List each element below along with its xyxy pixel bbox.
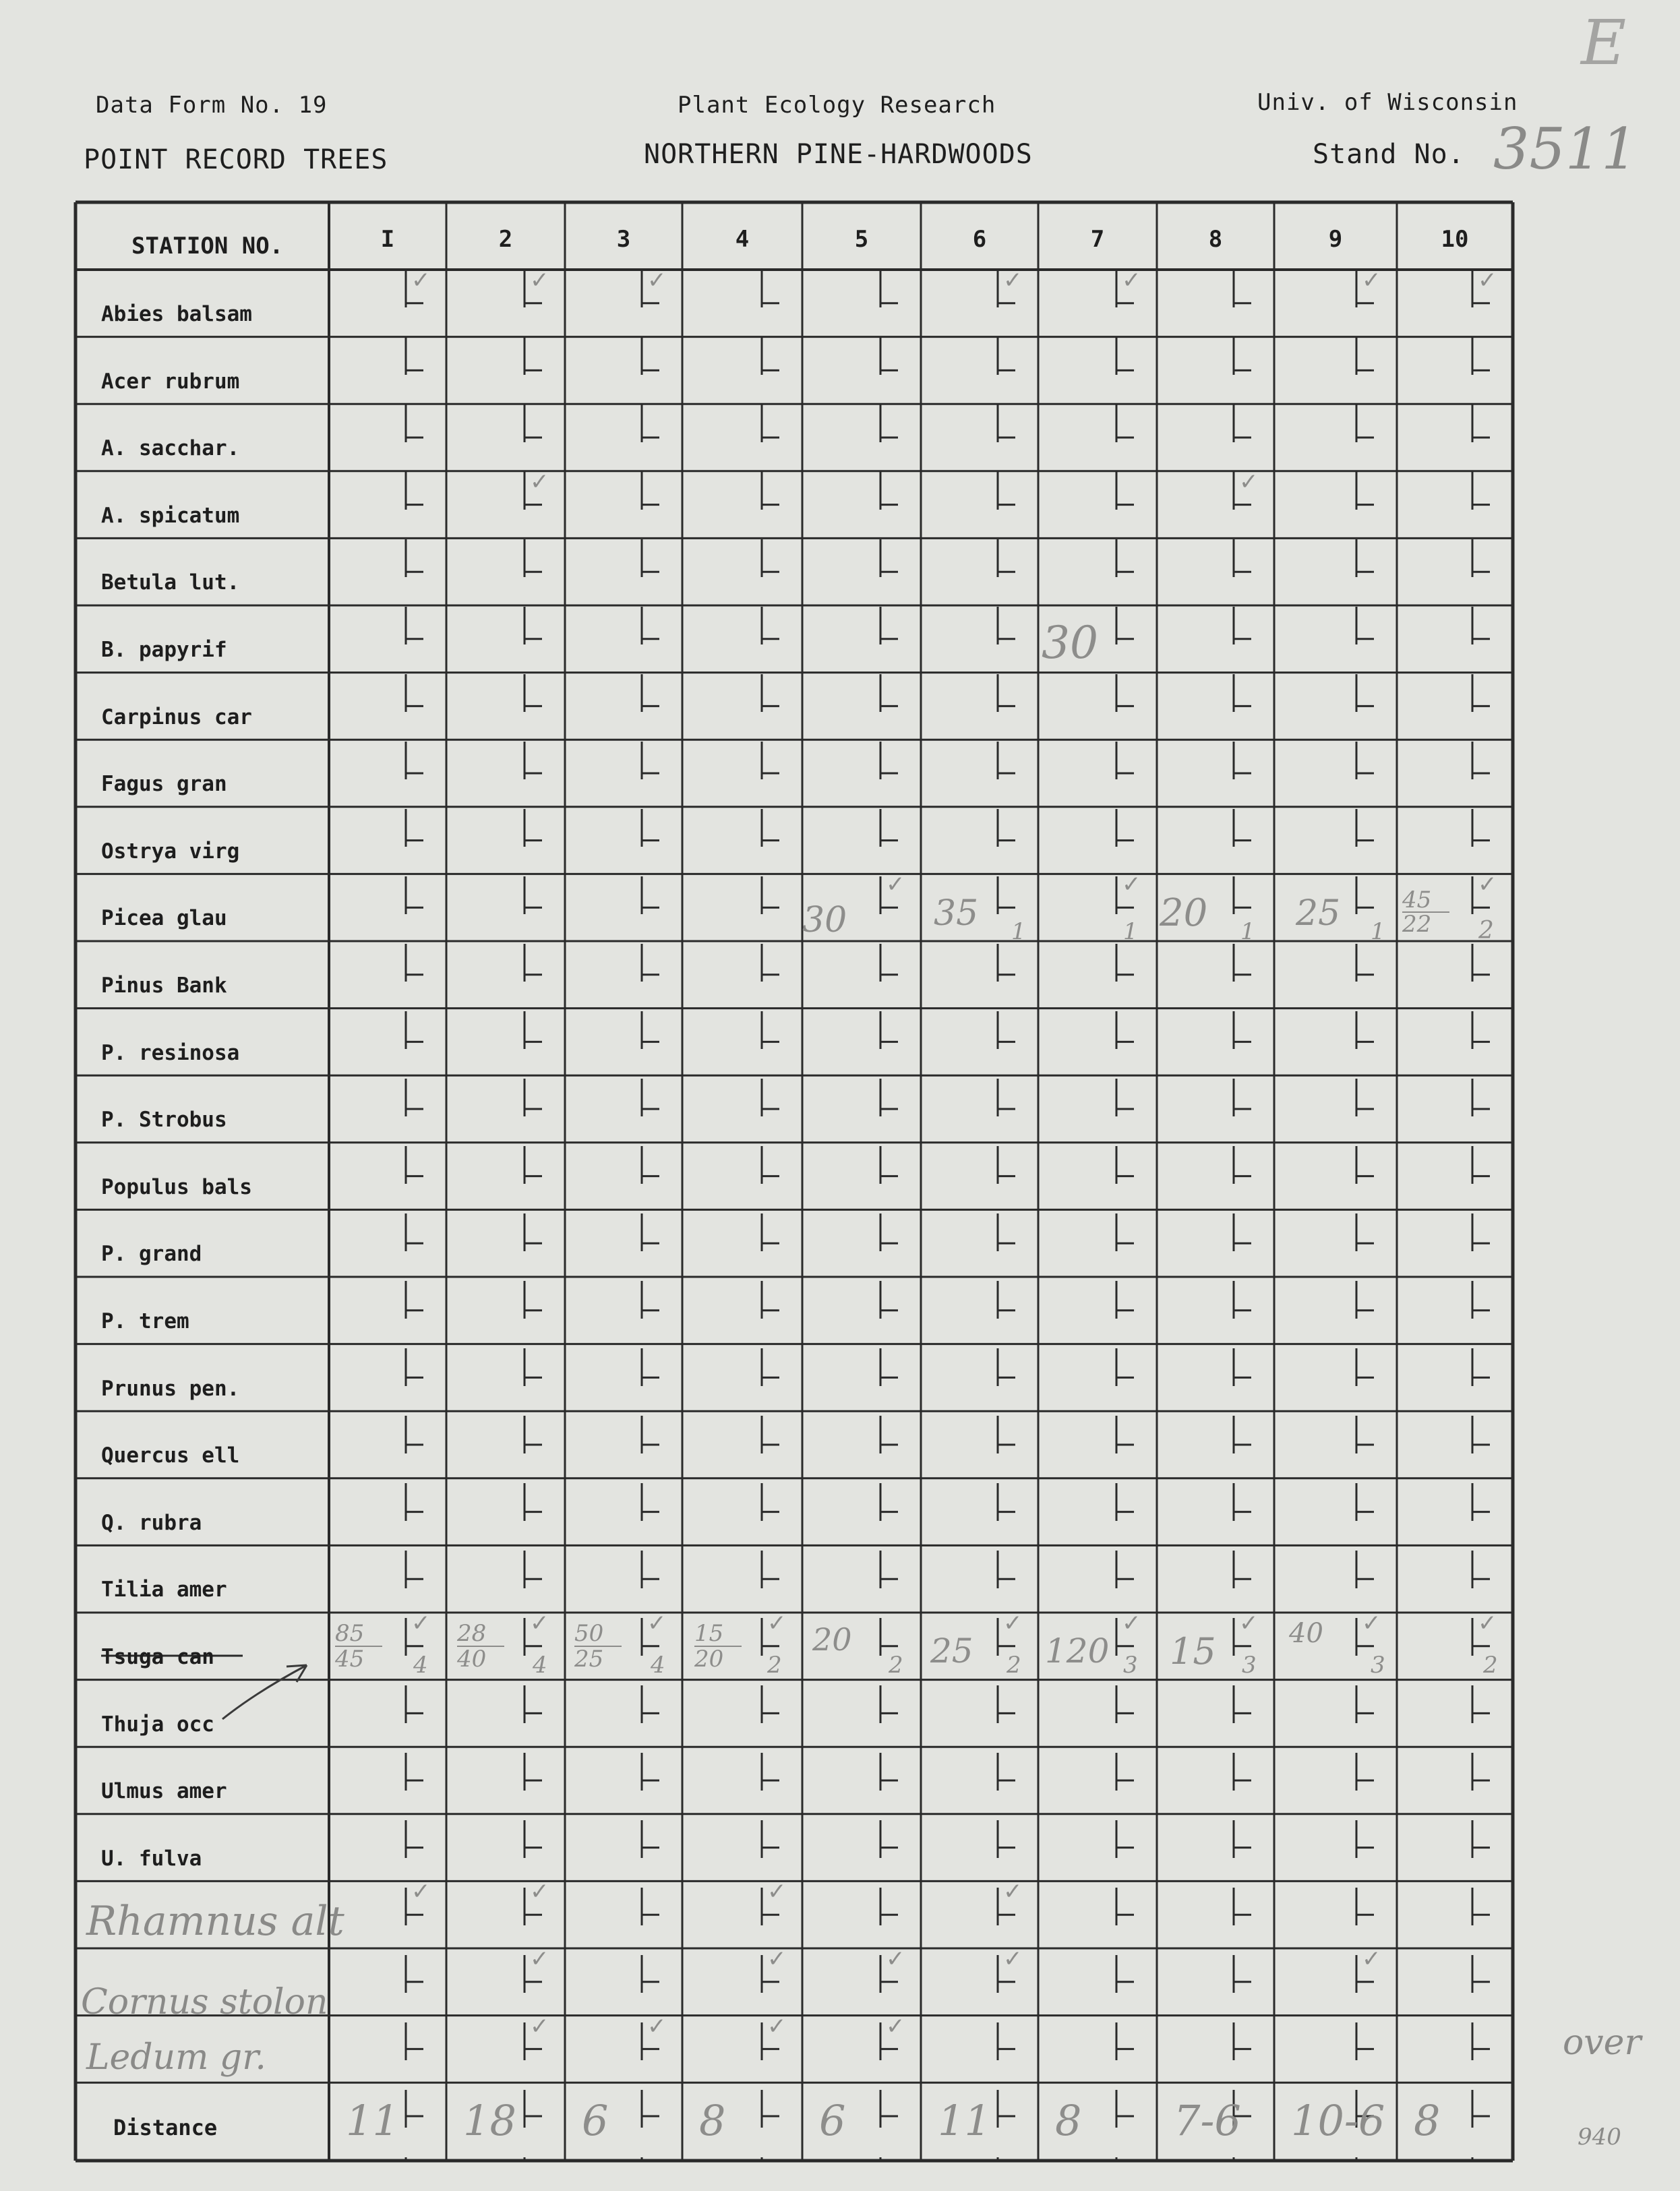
check-mark: ✓ (886, 2012, 905, 2040)
corner-mark: E (1581, 7, 1627, 79)
species-label: Prunus pen. (101, 1376, 240, 1401)
check-mark: ✓ (1003, 1878, 1023, 1906)
picea-station7-count: 1 (1123, 918, 1138, 945)
over-note: over (1563, 2022, 1642, 2063)
species-label: Carpinus car (101, 704, 252, 729)
tsuga-station4-value: 15 20 (694, 1621, 742, 1671)
tsuga-station2-count: 4 (533, 1652, 547, 1679)
picea-station8-value: 20 (1160, 891, 1208, 935)
tsuga-station3-value: 50 25 (574, 1621, 622, 1671)
distance-value: 8 (1414, 2096, 1441, 2146)
check-mark: ✓ (530, 1878, 549, 1906)
species-label: Tilia amer (101, 1578, 227, 1602)
species-label: B. papyrif (101, 638, 227, 662)
check-mark: ✓ (647, 267, 667, 294)
tsuga-station1-value: 85 45 (335, 1621, 382, 1671)
species-label: Abies balsam (101, 302, 252, 326)
species-label: Ulmus amer (101, 1779, 227, 1804)
picea-station5-value: 30 (802, 900, 847, 940)
check-mark: ✓ (1239, 468, 1259, 496)
tsuga-station5-count: 2 (889, 1652, 903, 1679)
extra-row-ledum: Ledum gr. (86, 2037, 266, 2078)
tsuga-station3-count: 4 (651, 1652, 665, 1679)
species-label: Ostrya virg (101, 839, 240, 864)
tsuga-station8-count: 3 (1242, 1652, 1257, 1679)
extra-row-cornus: Cornus stolon (81, 1982, 328, 2022)
station-number: 8 (1208, 226, 1223, 253)
species-label: A. spicatum (101, 503, 240, 528)
check-mark: ✓ (1478, 871, 1497, 899)
picea-station9-value: 25 (1296, 893, 1341, 934)
station-number: 4 (735, 226, 750, 253)
distance-value: 18 (463, 2096, 516, 2146)
species-label: P. Strobus (101, 1108, 227, 1133)
station-number: 5 (854, 226, 869, 253)
check-mark: ✓ (1362, 267, 1381, 294)
species-label: Tsuga can (101, 1645, 214, 1669)
picea-station10-value: 45 22 (1402, 889, 1449, 936)
species-label: Populus bals (101, 1174, 252, 1199)
tsuga-station10-count: 2 (1483, 1652, 1498, 1679)
station-header: STATION NO. (131, 233, 284, 260)
station-number: 7 (1090, 226, 1105, 253)
picea-station10-count: 2 (1478, 917, 1494, 944)
stand-label: Stand No. (1313, 139, 1465, 170)
station-number: I (380, 226, 395, 253)
species-label: Picea glau (101, 906, 227, 931)
check-mark: ✓ (530, 468, 549, 496)
check-mark: ✓ (767, 2012, 787, 2040)
check-mark: ✓ (411, 1878, 431, 1906)
tsuga-station6-value: 25 (930, 1631, 973, 1671)
species-label: Thuja occ (101, 1712, 214, 1737)
check-mark: ✓ (1003, 1946, 1023, 1973)
extra-row-rhamnus: Rhamnus alt (86, 1898, 344, 1945)
org-name: Plant Ecology Research (678, 92, 996, 119)
picea-station6-value: 35 (934, 893, 979, 934)
check-mark: ✓ (647, 2012, 667, 2040)
picea-station9-count: 1 (1371, 918, 1385, 945)
check-mark: ✓ (1478, 267, 1497, 294)
check-mark: ✓ (530, 2012, 549, 2040)
check-mark: ✓ (1122, 871, 1141, 899)
tsuga-station8-value: 15 (1170, 1630, 1216, 1673)
check-mark: ✓ (767, 1946, 787, 1973)
species-label: A. sacchar. (101, 436, 240, 461)
record-type-title: POINT RECORD TREES (84, 144, 388, 175)
species-label: Acer rubrum (101, 369, 240, 394)
university: Univ. of Wisconsin (1257, 89, 1518, 116)
species-label: P. resinosa (101, 1040, 240, 1065)
picea-station8-count: 1 (1240, 918, 1255, 945)
forest-type-title: NORTHERN PINE-HARDWOODS (644, 139, 1033, 170)
check-mark: ✓ (1122, 1610, 1141, 1637)
check-mark: ✓ (530, 1610, 549, 1637)
species-label: Q. rubra (101, 1510, 202, 1535)
species-label: Betula lut. (101, 570, 240, 595)
tsuga-station9-value: 40 (1289, 1618, 1323, 1649)
station-number: 10 (1441, 226, 1469, 253)
distance-value: 6 (582, 2096, 609, 2146)
distance-value: 8 (699, 2096, 726, 2146)
species-label: P. grand (101, 1242, 202, 1267)
check-mark: ✓ (886, 1946, 905, 1973)
check-mark: ✓ (530, 1946, 549, 1973)
check-mark: ✓ (767, 1878, 787, 1906)
tsuga-station9-count: 3 (1371, 1652, 1385, 1679)
distance-value: 6 (819, 2096, 846, 2146)
tsuga-station7-count: 3 (1123, 1652, 1138, 1679)
stand-number: 3511 (1493, 116, 1638, 182)
distance-value: 8 (1055, 2096, 1082, 2146)
distance-label: Distance (113, 2115, 218, 2141)
b-papyrif-station7-value: 30 (1042, 617, 1098, 669)
check-mark: ✓ (411, 1610, 431, 1637)
check-mark: ✓ (647, 1610, 667, 1637)
distance-value: 10-6 (1291, 2096, 1385, 2146)
check-mark: ✓ (1122, 267, 1141, 294)
check-mark: ✓ (1362, 1946, 1381, 1973)
bottom-number: 940 (1578, 2124, 1621, 2151)
tsuga-station5-value: 20 (812, 1621, 852, 1658)
station-number: 6 (972, 226, 987, 253)
check-mark: ✓ (1003, 267, 1023, 294)
station-number: 2 (498, 226, 513, 253)
species-label: P. trem (101, 1309, 189, 1333)
check-mark: ✓ (1362, 1610, 1381, 1637)
distance-value: 7-6 (1174, 2096, 1241, 2146)
species-label: Quercus ell (101, 1443, 240, 1468)
station-number: 9 (1328, 226, 1343, 253)
distance-value: 11 (938, 2096, 991, 2146)
tsuga-station1-count: 4 (413, 1652, 428, 1679)
check-mark: ✓ (767, 1610, 787, 1637)
station-number: 3 (616, 226, 631, 253)
tsuga-station2-value: 28 40 (457, 1621, 504, 1671)
distance-value: 11 (346, 2096, 399, 2146)
check-mark: ✓ (886, 871, 905, 899)
check-mark: ✓ (530, 267, 549, 294)
form-number: Data Form No. 19 (96, 92, 328, 119)
check-mark: ✓ (411, 267, 431, 294)
tsuga-station6-count: 2 (1007, 1652, 1021, 1679)
check-mark: ✓ (1478, 1610, 1497, 1637)
check-mark: ✓ (1003, 1610, 1023, 1637)
species-label: Fagus gran (101, 772, 227, 797)
species-label: U. fulva (101, 1846, 202, 1871)
tsuga-station7-value: 120 (1045, 1631, 1110, 1671)
check-mark: ✓ (1239, 1610, 1259, 1637)
tsuga-station4-count: 2 (767, 1652, 782, 1679)
species-label: Pinus Bank (101, 973, 227, 998)
picea-station6-count: 1 (1011, 918, 1026, 945)
